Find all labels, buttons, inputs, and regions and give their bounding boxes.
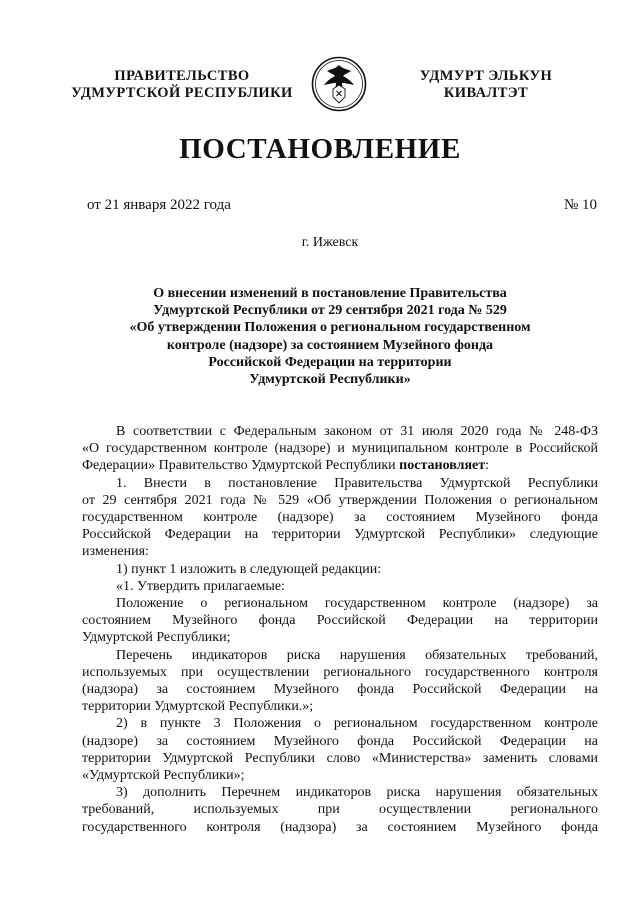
text-line: Положение о региональном государственном контроле (надзоре) за [116, 596, 598, 612]
text-line: 2) в пункте 3 Положения о региональном государственном контроле [116, 716, 598, 732]
document-number: № 10 [563, 197, 597, 213]
government-name-udmurt-line1: УДМУРТ ЭЛЬКУН [419, 68, 553, 84]
heading-line: «Об утверждении Положения о региональном государственном [129, 320, 531, 336]
text-line: территории Удмуртской Республики слово «Министерства» заменить словами [82, 750, 598, 766]
text-line: требований, используемых при осуществлении регионального [82, 802, 598, 818]
text-line: В соответствии с Федеральным законом от 31 июля 2020 года № 248-ФЗ [116, 424, 598, 439]
text-line: 1. Внести в постановление Правительства Удмуртской Республики [116, 475, 598, 491]
text-line: государственном контроле (надзоре) за состоянием Музейного фонда [82, 510, 598, 526]
text-line: территории Удмуртской Республики.»; [82, 699, 314, 715]
text-fragment: : [485, 458, 490, 474]
text-line: Российской Федерации на территории Удмуртской Республики» следующие [82, 527, 598, 543]
text-line: Удмуртской Республики; [82, 630, 231, 646]
paragraph-subitem-2 [82, 715, 598, 784]
government-name-line2: УДМУРТСКОЙ РЕСПУБЛИКИ [71, 85, 293, 101]
text-line: (надзора) за состоянием Музейного фонда Российской Федерации на [82, 682, 598, 698]
heading-line: Удмуртской Республики» [249, 372, 411, 388]
document-city: г. Ижевск [301, 235, 359, 250]
government-name-udmurt-line2: КИВАЛТЭТ [443, 85, 529, 101]
text-line: «Удмуртской Республики»; [82, 768, 245, 784]
text-line: 1) пункт 1 изложить в следующей редакции: [116, 561, 382, 577]
paragraph-subitem-3 [82, 784, 598, 836]
paragraph-preamble [82, 423, 598, 475]
document-body [82, 423, 598, 836]
text-line: Перечень индикаторов риска нарушения обязательных требований, [116, 647, 598, 663]
heading-line: Российской Федерации на территории [208, 354, 452, 370]
text-fragment: Федерации» Правительство Удмуртской Республики [82, 458, 396, 474]
document-date: от 21 января 2022 года [87, 197, 231, 213]
text-line: от 29 сентября 2021 года № 529 «Об утверждении Положения о региональном [82, 492, 598, 508]
paragraph-regulation [82, 595, 598, 647]
heading-line: О внесении изменений в постановление Правительства [153, 286, 507, 301]
coat-of-arms-icon [311, 55, 367, 113]
paragraph-indicators [82, 647, 598, 716]
heading-line: контроле (надзоре) за состоянием Музейного фонда [166, 337, 494, 353]
text-line: изменения: [82, 544, 149, 560]
heading-line: Удмуртской Республики от 29 сентября 2021 года № 529 [153, 303, 507, 319]
text-line: состоянием Музейного фонда Российской Федерации на территории [82, 613, 598, 629]
paragraph-item-1 [82, 475, 598, 561]
text-line: «О государственном контроле (надзоре) и муниципальном контроле в Российской [82, 441, 598, 457]
document-heading [100, 285, 560, 388]
text-line: «1. Утвердить прилагаемые: [116, 578, 285, 594]
paragraph-subitem-1 [82, 561, 598, 578]
government-name-udmurt [400, 68, 572, 102]
document-title: ПОСТАНОВЛЕНИЕ [179, 133, 461, 165]
government-name-russian [58, 68, 306, 102]
text-line: (надзоре) за состоянием Музейного фонда Российской Федерации на [82, 733, 598, 749]
decree-keyword: постановляет [399, 458, 486, 474]
text-line: государственного контроля (надзора) за состоянием Музейного фонда [82, 819, 598, 835]
paragraph-approve [82, 578, 598, 595]
text-line: используемых при осуществлении регионального государственного контроля [82, 664, 598, 680]
text-line [82, 457, 598, 474]
government-name-line1: ПРАВИТЕЛЬСТВО [114, 68, 250, 84]
text-line: 3) дополнить Перечнем индикаторов риска нарушения обязательных [116, 785, 598, 801]
